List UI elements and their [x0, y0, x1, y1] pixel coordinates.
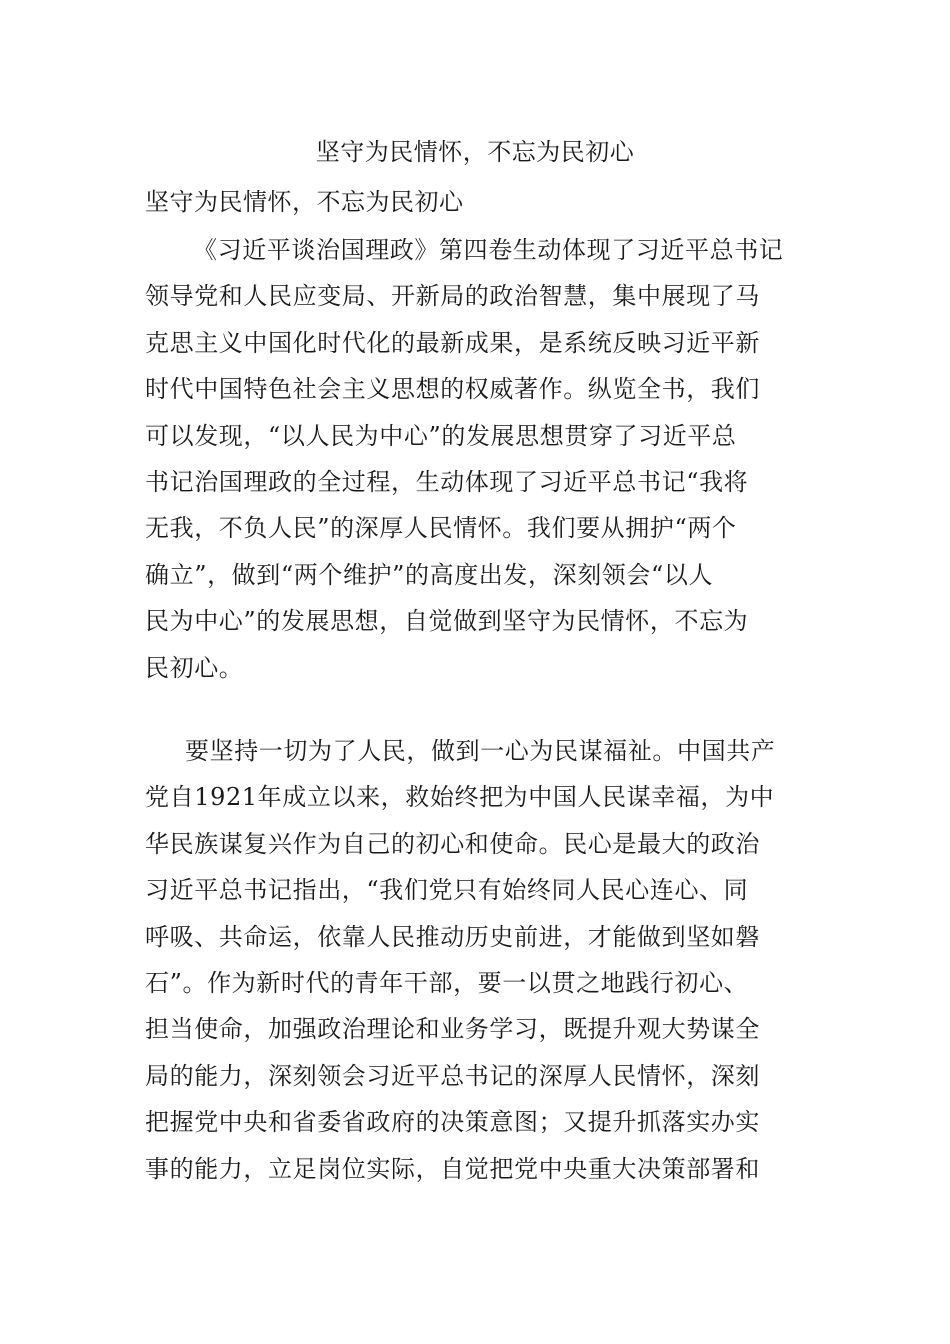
document-title: 坚守为民情怀，不忘为民初心 [315, 138, 635, 166]
paragraph-line: 民为中心”的发展思想，自觉做到坚守为民情怀，不忘为 [145, 607, 749, 636]
paragraph-line: 呼吸、共命运，依靠人民推动历史前进，才能做到坚如磐 [145, 922, 760, 951]
paragraph-line: 把握党中央和省委省政府的决策意图；又提升抓落实办实 [145, 1108, 760, 1137]
paragraph-2 [145, 728, 810, 1192]
paragraph-line: 领导党和人民应变局、开新局的政治智慧，集中展现了马 [145, 282, 760, 311]
paragraph-line: 局的能力，深刻领会习近平总书记的深厚人民情怀，深刻 [145, 1061, 760, 1090]
paragraph-line: 时代中国特色社会主义思想的权威著作。纵览全书，我们 [145, 375, 760, 404]
paragraph-line: 无我，不负人民”的深厚人民情怀。我们要从拥护“两个 [145, 514, 737, 543]
paragraph-line: 石”。作为新时代的青年干部，要一以贯之地践行初心、 [145, 968, 749, 997]
paragraph-line: 确立”，做到“两个维护”的高度出发，深刻领会“以人 [145, 560, 714, 589]
paragraph-1 [145, 227, 810, 691]
paragraph-line: 习近平总书记指出，“我们党只有始终同人民心连心、同 [145, 876, 749, 905]
paragraph-line: 克思主义中国化时代化的最新成果，是系统反映习近平新 [145, 328, 760, 357]
paragraph-line: 华民族谋复兴作为自己的初心和使命。民心是最大的政治 [145, 829, 760, 858]
paragraph-line: 书记治国理政的全过程，生动体现了习近平总书记“我将 [145, 467, 749, 496]
paragraph-line: 事的能力，立足岗位实际，自觉把党中央重大决策部署和 [145, 1154, 760, 1183]
paragraph-line: 担当使命，加强政治理论和业务学习，既提升观大势谋全 [145, 1015, 760, 1044]
paragraph-line: 民初心。 [145, 653, 244, 682]
paragraph-line: 可以发现，“以人民为中心”的发展思想贯穿了习近平总 [145, 421, 737, 450]
document-subtitle: 坚守为民情怀，不忘为民初心 [145, 188, 464, 216]
paragraph-line: 党自1921年成立以来，救始终把为中国人民谋幸福，为中 [145, 783, 775, 812]
paragraph-line: 《习近平谈治国理政》第四卷生动体现了习近平总书记 [193, 236, 784, 264]
paragraph-line: 要坚持一切为了人民，做到一心为民谋福祉。中国共产 [185, 737, 776, 765]
